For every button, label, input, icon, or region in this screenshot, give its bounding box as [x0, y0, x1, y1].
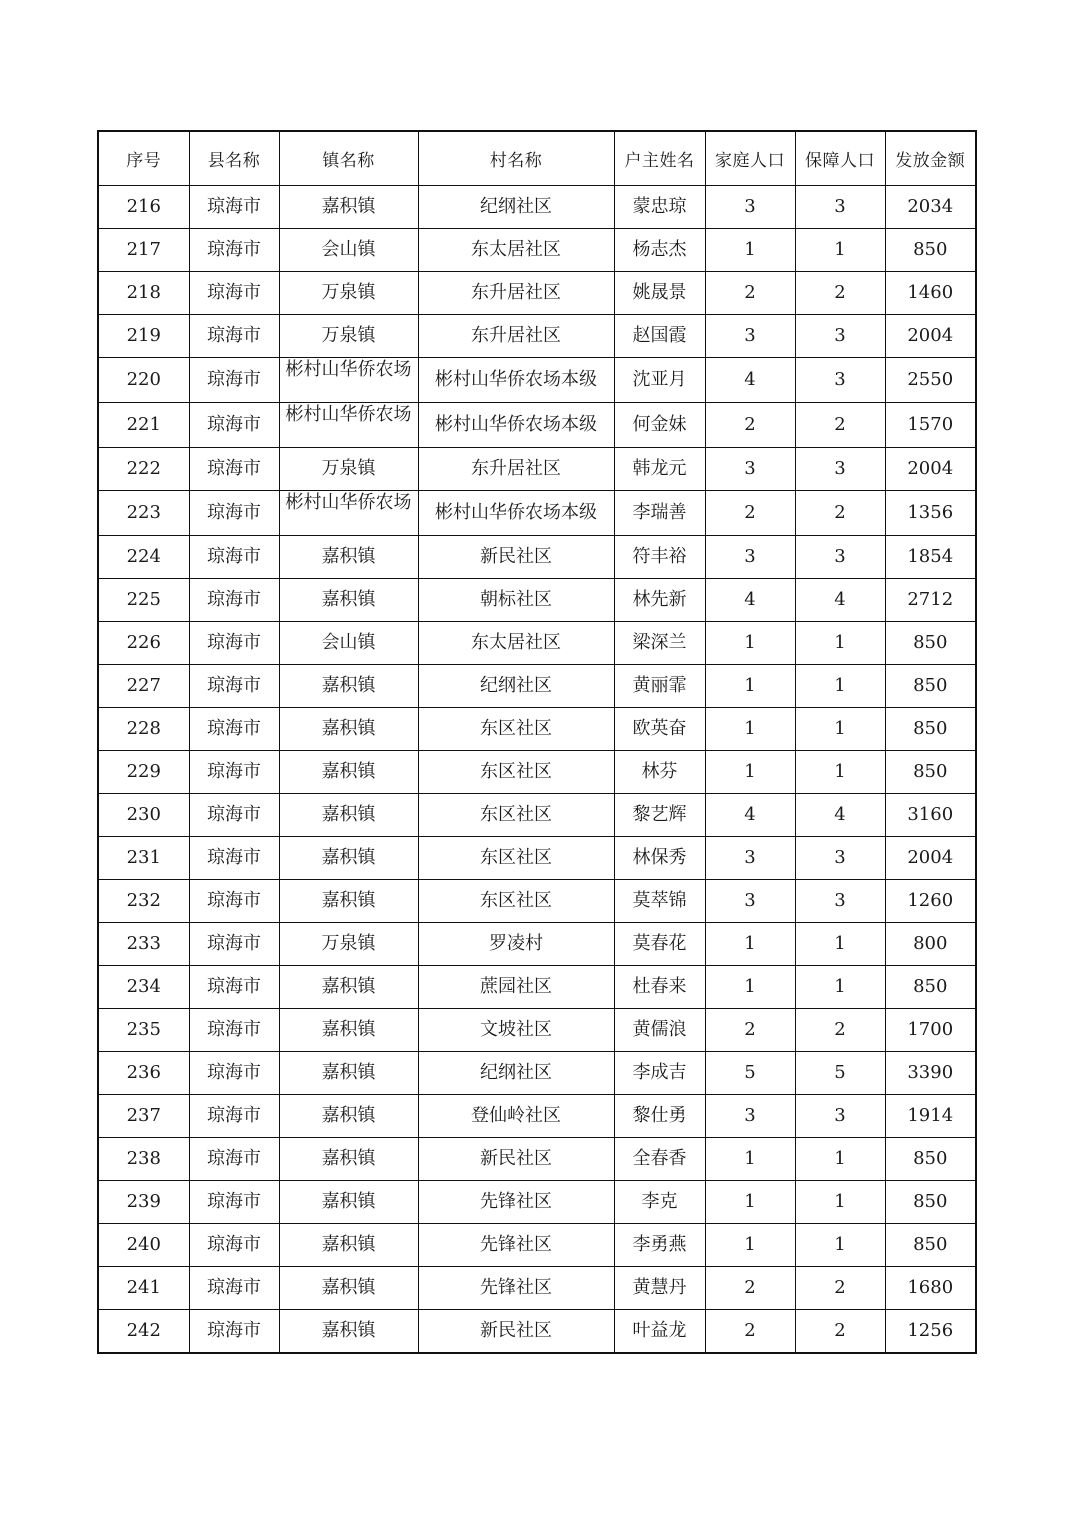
- town-cell: 嘉积镇: [279, 1181, 418, 1224]
- village-cell: 东区社区: [418, 751, 614, 794]
- county-cell: 琼海市: [189, 1009, 279, 1052]
- village-cell: 纪纲社区: [418, 1052, 614, 1095]
- amount-cell: 1570: [885, 403, 976, 448]
- serial-number-cell: 236: [98, 1052, 189, 1095]
- table-row: [98, 923, 976, 966]
- header-county-name: 县名称: [189, 131, 279, 186]
- village-cell: 文坡社区: [418, 1009, 614, 1052]
- family-size-cell: 1: [705, 966, 795, 1009]
- covered-persons-cell: 2: [795, 272, 885, 315]
- county-cell: 琼海市: [189, 1310, 279, 1354]
- table-body: [98, 186, 976, 1354]
- village-cell: 蔗园社区: [418, 966, 614, 1009]
- covered-persons-cell: 3: [795, 315, 885, 358]
- household-head-cell: 韩龙元: [614, 448, 705, 491]
- serial-number-cell: 227: [98, 665, 189, 708]
- table-row: [98, 708, 976, 751]
- amount-cell: 1854: [885, 536, 976, 579]
- town-cell: 嘉积镇: [279, 186, 418, 229]
- county-cell: 琼海市: [189, 622, 279, 665]
- town-cell: 万泉镇: [279, 315, 418, 358]
- village-cell: 东区社区: [418, 837, 614, 880]
- table-row: [98, 229, 976, 272]
- family-size-cell: 1: [705, 751, 795, 794]
- amount-cell: 850: [885, 229, 976, 272]
- serial-number-cell: 235: [98, 1009, 189, 1052]
- village-cell: 彬村山华侨农场本级: [418, 358, 614, 403]
- county-cell: 琼海市: [189, 403, 279, 448]
- family-size-cell: 2: [705, 272, 795, 315]
- town-cell: 彬村山华侨农场: [279, 491, 418, 536]
- household-head-cell: 符丰裕: [614, 536, 705, 579]
- covered-persons-cell: 3: [795, 186, 885, 229]
- family-size-cell: 1: [705, 229, 795, 272]
- village-cell: 新民社区: [418, 536, 614, 579]
- household-head-cell: 黄儒浪: [614, 1009, 705, 1052]
- amount-cell: 2550: [885, 358, 976, 403]
- serial-number-cell: 231: [98, 837, 189, 880]
- serial-number-cell: 234: [98, 966, 189, 1009]
- family-size-cell: 1: [705, 1224, 795, 1267]
- family-size-cell: 1: [705, 923, 795, 966]
- serial-number-cell: 229: [98, 751, 189, 794]
- serial-number-cell: 223: [98, 491, 189, 536]
- family-size-cell: 4: [705, 579, 795, 622]
- county-cell: 琼海市: [189, 448, 279, 491]
- family-size-cell: 1: [705, 665, 795, 708]
- amount-cell: 1256: [885, 1310, 976, 1354]
- amount-cell: 3160: [885, 794, 976, 837]
- family-size-cell: 3: [705, 536, 795, 579]
- household-head-cell: 赵国霞: [614, 315, 705, 358]
- covered-persons-cell: 3: [795, 837, 885, 880]
- table-row: [98, 448, 976, 491]
- household-head-cell: 黎仕勇: [614, 1095, 705, 1138]
- village-cell: 新民社区: [418, 1310, 614, 1354]
- household-head-cell: 蒙忠琼: [614, 186, 705, 229]
- county-cell: 琼海市: [189, 1224, 279, 1267]
- amount-cell: 850: [885, 622, 976, 665]
- village-cell: 东升居社区: [418, 272, 614, 315]
- amount-cell: 850: [885, 708, 976, 751]
- household-head-cell: 李瑞善: [614, 491, 705, 536]
- covered-persons-cell: 3: [795, 536, 885, 579]
- village-cell: 东升居社区: [418, 315, 614, 358]
- header-town-name: 镇名称: [279, 131, 418, 186]
- village-cell: 东太居社区: [418, 622, 614, 665]
- serial-number-cell: 217: [98, 229, 189, 272]
- covered-persons-cell: 1: [795, 751, 885, 794]
- household-head-cell: 姚晟景: [614, 272, 705, 315]
- county-cell: 琼海市: [189, 315, 279, 358]
- county-cell: 琼海市: [189, 751, 279, 794]
- amount-cell: 2004: [885, 448, 976, 491]
- village-cell: 东区社区: [418, 794, 614, 837]
- family-size-cell: 5: [705, 1052, 795, 1095]
- household-head-cell: 全春香: [614, 1138, 705, 1181]
- amount-cell: 1260: [885, 880, 976, 923]
- serial-number-cell: 225: [98, 579, 189, 622]
- table-row: [98, 1009, 976, 1052]
- family-size-cell: 2: [705, 403, 795, 448]
- serial-number-cell: 219: [98, 315, 189, 358]
- amount-cell: 850: [885, 966, 976, 1009]
- household-head-cell: 黄慧丹: [614, 1267, 705, 1310]
- table-row: [98, 1095, 976, 1138]
- town-cell: 嘉积镇: [279, 1224, 418, 1267]
- village-cell: 新民社区: [418, 1138, 614, 1181]
- table-row: [98, 837, 976, 880]
- village-cell: 东区社区: [418, 708, 614, 751]
- county-cell: 琼海市: [189, 794, 279, 837]
- header-serial-number: 序号: [98, 131, 189, 186]
- amount-cell: 850: [885, 1138, 976, 1181]
- allowance-roster-table: [97, 130, 977, 1354]
- town-cell: 彬村山华侨农场: [279, 403, 418, 448]
- serial-number-cell: 240: [98, 1224, 189, 1267]
- household-head-cell: 莫春花: [614, 923, 705, 966]
- household-head-cell: 杨志杰: [614, 229, 705, 272]
- table-row: [98, 536, 976, 579]
- village-cell: 纪纲社区: [418, 186, 614, 229]
- county-cell: 琼海市: [189, 665, 279, 708]
- table-row: [98, 751, 976, 794]
- amount-cell: 850: [885, 1224, 976, 1267]
- town-cell: 嘉积镇: [279, 751, 418, 794]
- family-size-cell: 3: [705, 448, 795, 491]
- table-row: [98, 622, 976, 665]
- family-size-cell: 3: [705, 186, 795, 229]
- family-size-cell: 3: [705, 315, 795, 358]
- amount-cell: 3390: [885, 1052, 976, 1095]
- family-size-cell: 2: [705, 1267, 795, 1310]
- table-row: [98, 665, 976, 708]
- header-covered-persons: 保障人口: [795, 131, 885, 186]
- household-head-cell: 黎艺辉: [614, 794, 705, 837]
- table-row: [98, 491, 976, 536]
- covered-persons-cell: 4: [795, 579, 885, 622]
- covered-persons-cell: 1: [795, 1224, 885, 1267]
- household-head-cell: 林保秀: [614, 837, 705, 880]
- county-cell: 琼海市: [189, 1095, 279, 1138]
- serial-number-cell: 238: [98, 1138, 189, 1181]
- county-cell: 琼海市: [189, 708, 279, 751]
- county-cell: 琼海市: [189, 1181, 279, 1224]
- town-cell: 彬村山华侨农场: [279, 358, 418, 403]
- town-cell: 万泉镇: [279, 923, 418, 966]
- family-size-cell: 1: [705, 708, 795, 751]
- covered-persons-cell: 3: [795, 1095, 885, 1138]
- town-cell: 嘉积镇: [279, 1009, 418, 1052]
- covered-persons-cell: 1: [795, 622, 885, 665]
- table-row: [98, 315, 976, 358]
- table-row: [98, 1138, 976, 1181]
- serial-number-cell: 222: [98, 448, 189, 491]
- table-row: [98, 272, 976, 315]
- table-row: [98, 186, 976, 229]
- village-cell: 彬村山华侨农场本级: [418, 403, 614, 448]
- header-amount-issued: 发放金额: [885, 131, 976, 186]
- town-cell: 嘉积镇: [279, 837, 418, 880]
- table-row: [98, 1052, 976, 1095]
- serial-number-cell: 241: [98, 1267, 189, 1310]
- household-head-cell: 李成吉: [614, 1052, 705, 1095]
- county-cell: 琼海市: [189, 966, 279, 1009]
- covered-persons-cell: 2: [795, 1310, 885, 1354]
- county-cell: 琼海市: [189, 579, 279, 622]
- county-cell: 琼海市: [189, 1267, 279, 1310]
- town-cell: 嘉积镇: [279, 1138, 418, 1181]
- covered-persons-cell: 5: [795, 1052, 885, 1095]
- covered-persons-cell: 1: [795, 923, 885, 966]
- covered-persons-cell: 1: [795, 665, 885, 708]
- table-row: [98, 579, 976, 622]
- header-household-head: 户主姓名: [614, 131, 705, 186]
- family-size-cell: 2: [705, 1310, 795, 1354]
- table-row: [98, 1181, 976, 1224]
- amount-cell: 1700: [885, 1009, 976, 1052]
- county-cell: 琼海市: [189, 1138, 279, 1181]
- table-row: [98, 358, 976, 403]
- town-cell: 嘉积镇: [279, 880, 418, 923]
- serial-number-cell: 232: [98, 880, 189, 923]
- table-row: [98, 794, 976, 837]
- village-cell: 先锋社区: [418, 1267, 614, 1310]
- town-cell: 嘉积镇: [279, 665, 418, 708]
- serial-number-cell: 216: [98, 186, 189, 229]
- village-cell: 东太居社区: [418, 229, 614, 272]
- serial-number-cell: 242: [98, 1310, 189, 1354]
- town-cell: 嘉积镇: [279, 1310, 418, 1354]
- county-cell: 琼海市: [189, 923, 279, 966]
- county-cell: 琼海市: [189, 1052, 279, 1095]
- amount-cell: 1914: [885, 1095, 976, 1138]
- village-cell: 登仙岭社区: [418, 1095, 614, 1138]
- family-size-cell: 1: [705, 622, 795, 665]
- county-cell: 琼海市: [189, 837, 279, 880]
- family-size-cell: 3: [705, 837, 795, 880]
- table-row: [98, 880, 976, 923]
- town-cell: 会山镇: [279, 229, 418, 272]
- household-head-cell: 莫萃锦: [614, 880, 705, 923]
- county-cell: 琼海市: [189, 358, 279, 403]
- amount-cell: 2004: [885, 315, 976, 358]
- amount-cell: 850: [885, 665, 976, 708]
- town-cell: 万泉镇: [279, 272, 418, 315]
- household-head-cell: 黄丽霏: [614, 665, 705, 708]
- town-cell: 万泉镇: [279, 448, 418, 491]
- table-row: [98, 1224, 976, 1267]
- covered-persons-cell: 2: [795, 1267, 885, 1310]
- serial-number-cell: 221: [98, 403, 189, 448]
- serial-number-cell: 233: [98, 923, 189, 966]
- covered-persons-cell: 3: [795, 880, 885, 923]
- family-size-cell: 1: [705, 1138, 795, 1181]
- covered-persons-cell: 1: [795, 1181, 885, 1224]
- household-head-cell: 李克: [614, 1181, 705, 1224]
- amount-cell: 2712: [885, 579, 976, 622]
- table-row: [98, 403, 976, 448]
- county-cell: 琼海市: [189, 491, 279, 536]
- header-village-name: 村名称: [418, 131, 614, 186]
- covered-persons-cell: 1: [795, 708, 885, 751]
- village-cell: 东升居社区: [418, 448, 614, 491]
- family-size-cell: 4: [705, 358, 795, 403]
- covered-persons-cell: 2: [795, 491, 885, 536]
- serial-number-cell: 237: [98, 1095, 189, 1138]
- village-cell: 先锋社区: [418, 1224, 614, 1267]
- header-row: [98, 131, 976, 186]
- family-size-cell: 1: [705, 1181, 795, 1224]
- town-cell: 嘉积镇: [279, 794, 418, 837]
- amount-cell: 1356: [885, 491, 976, 536]
- serial-number-cell: 239: [98, 1181, 189, 1224]
- covered-persons-cell: 3: [795, 448, 885, 491]
- village-cell: 彬村山华侨农场本级: [418, 491, 614, 536]
- amount-cell: 1680: [885, 1267, 976, 1310]
- serial-number-cell: 230: [98, 794, 189, 837]
- household-head-cell: 欧英奋: [614, 708, 705, 751]
- household-head-cell: 林芬: [614, 751, 705, 794]
- household-head-cell: 梁深兰: [614, 622, 705, 665]
- county-cell: 琼海市: [189, 186, 279, 229]
- covered-persons-cell: 3: [795, 358, 885, 403]
- household-head-cell: 叶益龙: [614, 1310, 705, 1354]
- covered-persons-cell: 2: [795, 403, 885, 448]
- amount-cell: 850: [885, 1181, 976, 1224]
- serial-number-cell: 226: [98, 622, 189, 665]
- village-cell: 先锋社区: [418, 1181, 614, 1224]
- family-size-cell: 4: [705, 794, 795, 837]
- amount-cell: 2004: [885, 837, 976, 880]
- town-cell: 嘉积镇: [279, 536, 418, 579]
- table-row: [98, 1310, 976, 1354]
- covered-persons-cell: 2: [795, 1009, 885, 1052]
- table-row: [98, 1267, 976, 1310]
- town-cell: 嘉积镇: [279, 708, 418, 751]
- serial-number-cell: 218: [98, 272, 189, 315]
- village-cell: 朝标社区: [418, 579, 614, 622]
- serial-number-cell: 228: [98, 708, 189, 751]
- county-cell: 琼海市: [189, 536, 279, 579]
- household-head-cell: 何金妹: [614, 403, 705, 448]
- town-cell: 嘉积镇: [279, 1267, 418, 1310]
- town-cell: 嘉积镇: [279, 1052, 418, 1095]
- covered-persons-cell: 1: [795, 1138, 885, 1181]
- village-cell: 纪纲社区: [418, 665, 614, 708]
- covered-persons-cell: 1: [795, 966, 885, 1009]
- town-cell: 嘉积镇: [279, 579, 418, 622]
- header-family-size: 家庭人口: [705, 131, 795, 186]
- county-cell: 琼海市: [189, 229, 279, 272]
- household-head-cell: 林先新: [614, 579, 705, 622]
- family-size-cell: 2: [705, 1009, 795, 1052]
- covered-persons-cell: 4: [795, 794, 885, 837]
- village-cell: 罗凌村: [418, 923, 614, 966]
- amount-cell: 850: [885, 751, 976, 794]
- household-head-cell: 沈亚月: [614, 358, 705, 403]
- amount-cell: 1460: [885, 272, 976, 315]
- county-cell: 琼海市: [189, 272, 279, 315]
- county-cell: 琼海市: [189, 880, 279, 923]
- town-cell: 嘉积镇: [279, 1095, 418, 1138]
- amount-cell: 800: [885, 923, 976, 966]
- serial-number-cell: 220: [98, 358, 189, 403]
- amount-cell: 2034: [885, 186, 976, 229]
- serial-number-cell: 224: [98, 536, 189, 579]
- family-size-cell: 2: [705, 491, 795, 536]
- town-cell: 会山镇: [279, 622, 418, 665]
- household-head-cell: 李勇燕: [614, 1224, 705, 1267]
- family-size-cell: 3: [705, 1095, 795, 1138]
- town-cell: 嘉积镇: [279, 966, 418, 1009]
- table-row: [98, 966, 976, 1009]
- household-head-cell: 杜春来: [614, 966, 705, 1009]
- village-cell: 东区社区: [418, 880, 614, 923]
- covered-persons-cell: 1: [795, 229, 885, 272]
- family-size-cell: 3: [705, 880, 795, 923]
